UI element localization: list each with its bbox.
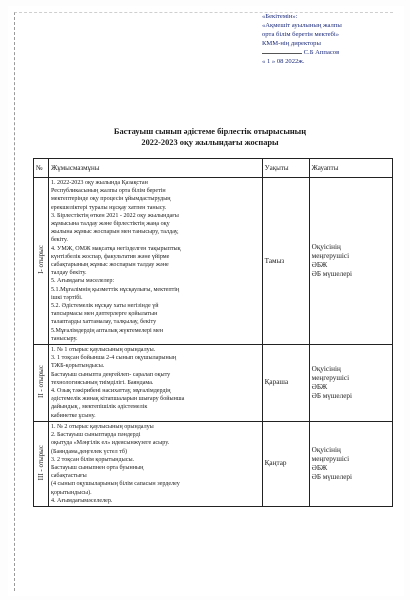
work-content-line: 1. № 2 отырыс қаулысының орындалуы (50, 423, 154, 430)
meeting-period-cell (34, 345, 49, 422)
date-day: 1 (266, 58, 271, 65)
responsible-cell (309, 421, 392, 506)
work-content-line: 3. Бірлестіктің өткен 2021 - 2022 оқу жылындағы (50, 212, 179, 219)
work-content-line: 4. Ағымдағымәселелер. (50, 497, 113, 504)
approval-date (262, 57, 372, 66)
work-content-line: ТЖБ-қорытындысы. (50, 363, 105, 370)
work-content-cell (48, 345, 262, 422)
time-cell: Қаңтар (262, 421, 309, 506)
header-time: Уақыты (262, 159, 309, 178)
approval-label: «Бекітемін»: (262, 13, 298, 20)
work-content-line: 3. 2 тоқсан білім қорытындысы. (50, 456, 135, 463)
work-content-line: 3. 1 тоқсан бойынша 2-4 сынып оқушыларының (50, 355, 177, 362)
table-row (34, 345, 393, 422)
date-month: 08 (276, 58, 284, 65)
responsible-line: ӘБ мүшелері (311, 391, 352, 400)
meeting-period-label: ІІІ - отырыс (36, 444, 45, 480)
work-content-line: 4. Озық тәжірибені насихаттау, мұғалімдердің (50, 388, 171, 395)
approval-org-line1: «Ақмешіт ауылының жалпы (262, 22, 342, 29)
work-content-line: Бастауыш сыныпнен орта буынның (50, 464, 144, 471)
responsible-line: меңгерушісі (311, 252, 350, 261)
work-content-line: әдістемелік жинақ кітапшаларын шығару бойынша (50, 396, 185, 403)
work-content-line: бекіту. (50, 237, 68, 244)
responsible-line: ӘБ мүшелері (311, 270, 352, 279)
work-content-line: Республикасының жалпы орта білім беретін (50, 188, 166, 195)
work-content-line: 2. Бастауыш сыныптарда пәндерді (50, 432, 141, 439)
work-content-line: сабақтарының жұмыс жоспарын талдау және (50, 262, 169, 269)
work-content-line: талдау бекіту. (50, 270, 87, 277)
meeting-period-label: ІІ - отырыс (36, 364, 45, 398)
work-content-line: ішкі тәртібі. (50, 294, 83, 301)
responsible-line: ӘБЖ (311, 261, 328, 270)
signature-line (262, 53, 302, 54)
work-content-line: 1. 2022-2023 оқу жылында Қазақстан (50, 180, 148, 186)
responsible-line: меңгерушісі (311, 454, 350, 463)
meeting-period-cell (34, 178, 49, 345)
work-content-line: дайындық , мектепішілік әдістемелік (50, 404, 148, 411)
responsible-line: ӘБЖ (311, 463, 328, 472)
table-header-row (34, 159, 393, 178)
work-content-line: 5.Мұғалімдердің апталық жүктемелері мен (50, 327, 164, 334)
work-content-line: 5.1.Мұғалімнің қызметтік нұсқаулығы, мектептің (50, 286, 180, 293)
header-work: Жұмысмазмұны (48, 159, 262, 178)
table-row (34, 178, 393, 345)
work-content-line: (4 сынып оқушыларының білім сапасын зерделеу (50, 481, 180, 488)
approval-org-line3: КММ-нің директоры (262, 40, 321, 47)
work-content-line: оқытуда «Мәңгілік ел» идеясынжүзеге асыру. (50, 440, 170, 447)
header-number: № (34, 159, 49, 178)
work-content-line: қорытындысы). (50, 489, 92, 496)
responsible-line: Оқуісінің (311, 445, 341, 454)
work-content-line: сабақтастығы (50, 473, 87, 480)
responsible-line: ӘБ мүшелері (311, 472, 352, 481)
date-close-quote: » (271, 58, 276, 65)
approval-stamp-block (262, 12, 372, 66)
work-content-cell (48, 421, 262, 506)
work-content-line: жұмысына талдау және бірлестіктің жаңа оқу (50, 221, 170, 228)
work-content-line: мектептерінде оқу процесін ұйымдастырудың (50, 196, 171, 203)
work-content-line: 5. Ағымдағы мәселелер: (50, 278, 115, 285)
work-content-line: жылына жұмыс жоспарын мен танысыру, талдау, (50, 229, 179, 236)
date-year: 2022ж. (285, 58, 305, 65)
title-line2: 2022-2023 оқу жылындағы жоспары (141, 138, 279, 147)
responsible-line: меңгерушісі (311, 373, 350, 382)
approval-org-line2: орта білім беретін мектебі» (262, 31, 339, 38)
time-cell: Қараша (262, 345, 309, 422)
work-content-line: күнтізбелік жоспар, факультатив және үйірме (50, 253, 170, 260)
time-cell: Тамыз (262, 178, 309, 345)
responsible-cell (309, 178, 392, 345)
work-content-line: кабинетке ұсыну. (50, 412, 96, 419)
header-responsible: Жауапты (309, 159, 392, 178)
work-content-line: ерекшеліктері туралы нұсқау хатпен танысу. (50, 204, 167, 211)
meeting-period-label: І- отырыс (36, 244, 45, 274)
work-content-line: Бастауыш сыныпта деңгейлеп- саралап оқыту (50, 371, 171, 378)
work-content-line: талаптарды хаттамалау, талқылау, бекіту (50, 319, 157, 326)
table-row (34, 421, 393, 506)
plan-table (33, 158, 393, 507)
work-content-line: технологиясының тиімділігі. Баяндама. (50, 379, 154, 386)
work-content-line: 4. УМЖ, ОМЖ мақсатқа негізделген тақырыптық (50, 245, 181, 252)
work-content-line: 1. № 1 отырыс қаулысының орындалуы. (50, 347, 156, 354)
approval-director: С.Б Аппасов (303, 49, 340, 56)
title-line1: Бастауыш сынып әдістеме бірлестік отырысының (113, 127, 307, 136)
responsible-line: Оқуісінің (311, 364, 341, 373)
responsible-cell (309, 345, 392, 422)
responsible-line: Оқуісінің (311, 243, 341, 252)
work-content-cell (48, 178, 262, 345)
work-content-line: 5.2. Әдістемелік нұсқау хаты негізінде үй (50, 303, 159, 310)
work-content-line: танысыру. (50, 335, 78, 342)
date-open-quote: « (262, 58, 266, 65)
work-content-line: тапсырмасы мен дәптерлерге қойылатын (50, 311, 158, 318)
responsible-line: ӘБЖ (311, 382, 328, 391)
meeting-period-cell (34, 421, 49, 506)
approval-director-line (262, 48, 372, 57)
document-title (60, 126, 360, 148)
work-content-line: (Баяндама,деңгелек үстел тб) (50, 448, 127, 455)
